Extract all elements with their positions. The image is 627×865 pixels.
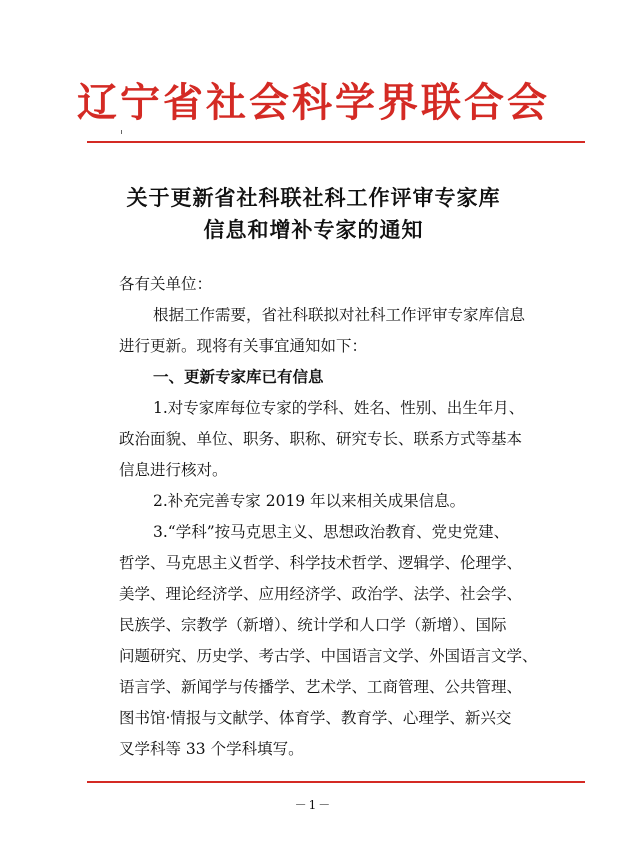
scan-mark — [121, 130, 122, 134]
footer-red-rule — [87, 781, 585, 783]
paragraph-line: 问题研究、历史学、考古学、中国语言文学、外国语言文学、 — [119, 647, 538, 665]
paragraph-line: 信息进行核对。 — [119, 461, 228, 479]
paragraph-line: 政治面貌、单位、职务、职称、研究专长、联系方式等基本 — [119, 430, 523, 448]
paragraph-line: 根据工作需要，省社科联拟对社科工作评审专家库信息 — [153, 306, 526, 324]
org-header-title: 辽宁省社会科学界联合会 — [77, 79, 550, 126]
header-red-rule — [87, 141, 585, 143]
document-title-line-1: 关于更新省社科联社科工作评审专家库 — [126, 185, 501, 210]
paragraph-line: 1.对专家库每位专家的学科、姓名、性别、出生年月、 — [153, 399, 525, 417]
paragraph-line: 语言学、新闻学与传播学、艺术学、工商管理、公共管理、 — [119, 678, 523, 696]
salutation: 各有关单位： — [119, 275, 213, 293]
paragraph-line: 图书馆·情报与文献学、体育学、教育学、心理学、新兴交 — [119, 709, 512, 727]
paragraph-line: 哲学、马克思主义哲学、科学技术哲学、逻辑学、伦理学、 — [119, 554, 523, 572]
section-heading: 一、更新专家库已有信息 — [153, 368, 324, 386]
document-title-line-2: 信息和增补专家的通知 — [203, 217, 424, 242]
paragraph-line: 美学、理论经济学、应用经济学、政治学、法学、社会学、 — [119, 585, 523, 603]
paragraph-line: 民族学、宗教学（新增）、统计学和人口学（新增）、国际 — [119, 616, 507, 634]
page-number: －1－ — [294, 798, 333, 812]
paragraph-line: 进行更新。现将有关事宜通知如下： — [119, 337, 368, 355]
paragraph-line: 叉学科等 33 个学科填写。 — [119, 740, 304, 758]
document-body — [119, 269, 559, 765]
paragraph-line: 2.补充完善专家 2019 年以来相关成果信息。 — [153, 492, 466, 510]
paragraph-line: 3.“学科”按马克思主义、思想政治教育、党史党建、 — [153, 523, 510, 541]
